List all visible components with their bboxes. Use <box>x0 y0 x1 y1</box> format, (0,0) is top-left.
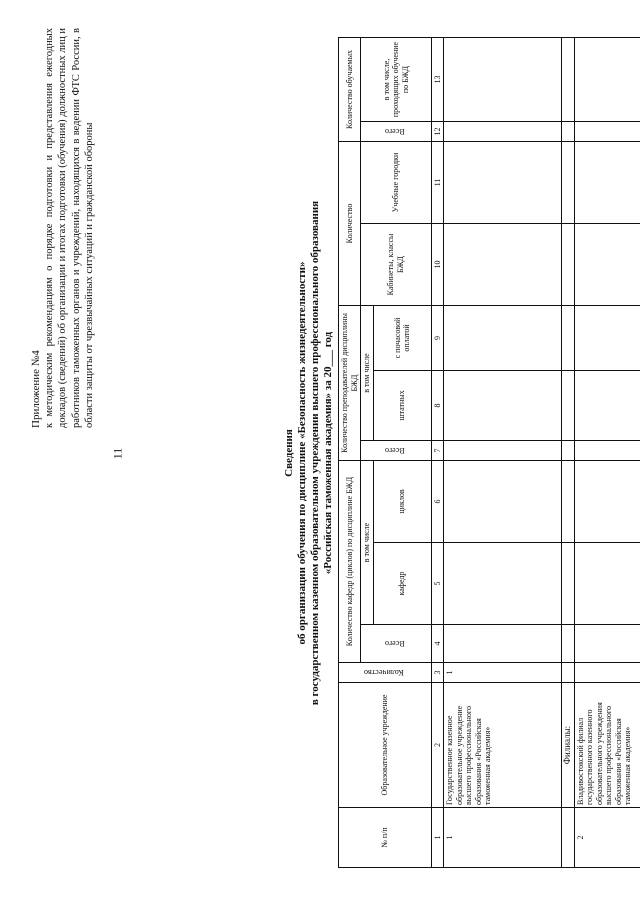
heading-line-4: «Российская таможенная академия» за 20___ год <box>322 331 334 575</box>
empty-cell <box>562 461 575 543</box>
column-number: 11 <box>431 142 444 224</box>
empty-cell <box>574 371 640 441</box>
group-rooms-header: Количество <box>339 142 361 306</box>
teachers-total-header <box>361 441 432 461</box>
group-trained-header: Количество обучаемых <box>339 37 361 141</box>
empty-cell <box>574 306 640 371</box>
empty-cell <box>444 37 562 121</box>
row-institution: Владивостокский филиал государственного казенного образовательного учреждения высшего профессионального образования «Российская таможенная академия» <box>574 683 640 808</box>
empty-cell <box>444 224 562 306</box>
empty-cell <box>562 808 575 868</box>
appendix-text: к методическим рекомендациям о порядке подготовки и представления ежегодных докладов (сведений) об организации и итогах подготовки (обучения) должностных лиц и работников таможенных органов и учреждений, находящихся в ведении ФТС России, в области защиты от чрезвычайных ситуаций и гражданской обороны <box>44 28 95 428</box>
empty-cell <box>574 543 640 625</box>
col-institution-header: Образовательное учреждение <box>339 683 432 808</box>
empty-cell <box>574 224 640 306</box>
empty-cell <box>562 663 575 683</box>
table-row <box>574 37 640 867</box>
sub-hourly-header: с почасовой оплатой <box>373 306 431 371</box>
column-number: 2 <box>431 683 444 808</box>
empty-cell <box>444 441 562 461</box>
group-teachers-header: Количество преподавателей дисциплины БЖД <box>339 306 361 461</box>
column-number: 13 <box>431 37 444 121</box>
col-quantity-label: Количество <box>363 668 404 678</box>
sub-classrooms-header: Кабинеты, классы БЖД <box>361 224 432 306</box>
column-number: 12 <box>431 122 444 142</box>
departments-including-header: в том числе <box>361 461 374 625</box>
appendix-note <box>30 28 96 428</box>
column-number: 5 <box>431 543 444 625</box>
empty-cell <box>444 142 562 224</box>
heading-line-2: об организации обучения по дисциплине «Безопасность жизнедеятельности» <box>296 261 308 645</box>
column-number: 7 <box>431 441 444 461</box>
sub-departments-header: кафедр <box>373 543 431 625</box>
column-numbers-row <box>431 37 444 867</box>
rotated-page <box>28 28 632 878</box>
sub-trained-bzhd-header: в том числе, проходящих обучение по БЖД <box>361 37 432 121</box>
empty-cell <box>562 543 575 625</box>
empty-cell <box>444 371 562 441</box>
empty-cell <box>574 122 640 142</box>
table-row <box>444 37 562 867</box>
trained-total-label: Всего <box>384 127 405 137</box>
empty-cell <box>562 122 575 142</box>
sub-staff-header: штатных <box>373 371 431 441</box>
training-table <box>338 37 640 868</box>
teachers-total-label: Всего <box>384 446 405 456</box>
empty-cell <box>574 37 640 121</box>
empty-cell <box>574 625 640 663</box>
empty-cell <box>562 224 575 306</box>
branches-label: Филиалы: <box>562 683 575 808</box>
empty-cell <box>562 371 575 441</box>
row-quantity <box>574 663 640 683</box>
row-num: 1 <box>444 808 562 868</box>
appendix-title: Приложение №4 <box>30 350 42 428</box>
column-number: 8 <box>431 371 444 441</box>
empty-cell <box>444 625 562 663</box>
row-quantity: 1 <box>444 663 562 683</box>
empty-cell <box>574 441 640 461</box>
branches-row <box>562 37 575 867</box>
empty-cell <box>444 306 562 371</box>
page-number: 11 <box>110 447 125 460</box>
empty-cell <box>562 37 575 121</box>
column-number: 9 <box>431 306 444 371</box>
col-num-header: № п/п <box>339 808 432 868</box>
empty-cell <box>562 142 575 224</box>
sub-towns-header: Учебные городки <box>361 142 432 224</box>
trained-total-header <box>361 122 432 142</box>
empty-cell <box>444 461 562 543</box>
empty-cell <box>444 543 562 625</box>
column-number: 1 <box>431 808 444 868</box>
empty-cell <box>562 306 575 371</box>
column-number: 6 <box>431 461 444 543</box>
document-heading <box>283 38 335 868</box>
group-departments-header: Количество кафедр (циклов) по дисциплине БЖД <box>339 461 361 663</box>
column-number: 3 <box>431 663 444 683</box>
sub-cycles-header: циклов <box>373 461 431 543</box>
column-number: 4 <box>431 625 444 663</box>
teachers-including-header: в том числе <box>361 306 374 441</box>
heading-line-3: в государственном казенном образовательном учреждении высшего профессионального образования <box>309 200 321 706</box>
column-number: 10 <box>431 224 444 306</box>
row-num: 2 <box>574 808 640 868</box>
row-institution: Государственное казенное образовательное учреждение высшего профессионального образования «Российская таможенная академия» <box>444 683 562 808</box>
departments-total-label: Всего <box>384 639 405 649</box>
empty-cell <box>574 461 640 543</box>
heading-line-1: Сведения <box>283 429 295 477</box>
empty-cell <box>444 122 562 142</box>
empty-cell <box>562 441 575 461</box>
col-quantity-header <box>339 663 432 683</box>
empty-cell <box>574 142 640 224</box>
empty-cell <box>562 625 575 663</box>
departments-total-header <box>361 625 432 663</box>
